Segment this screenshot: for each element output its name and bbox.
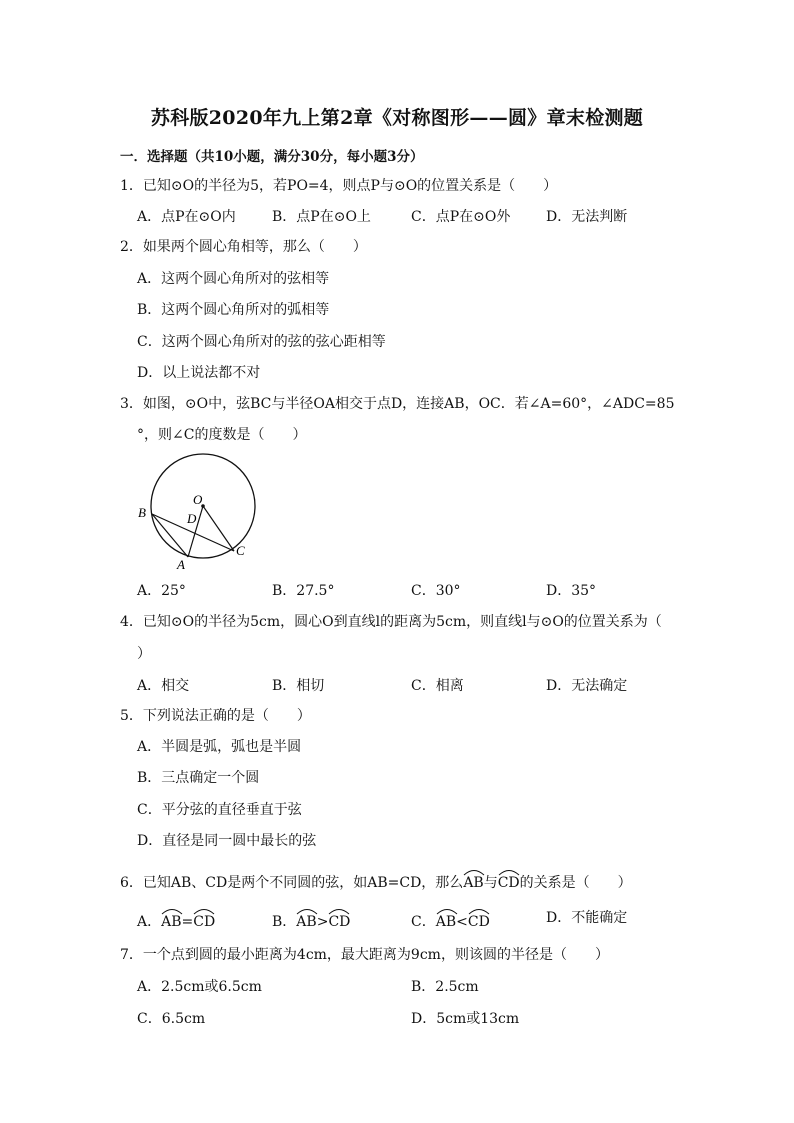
- question-3-circle-figure: [135, 448, 265, 573]
- question-3-stem-line2: °，则∠C的度数是（ ）: [137, 427, 307, 443]
- question-4-option-c: C．相离: [411, 678, 464, 694]
- label-c: C: [236, 543, 245, 558]
- label-a: A: [177, 557, 185, 572]
- section-heading: 一．选择题（共10小题，满分30分，每小题3分）: [120, 149, 424, 165]
- question-4-option-a: A．相交: [137, 678, 190, 694]
- arc-ab: AB: [436, 909, 456, 931]
- question-3-option-b: B．27.5°: [272, 583, 335, 599]
- arc-cd: CD: [193, 909, 215, 931]
- question-3-stem-line1: 3．如图，⊙O中，弦BC与半径OA相交于点D，连接AB，OC．若∠A=60°，∠ADC=85: [120, 396, 675, 412]
- arc-mark-icon: [436, 907, 458, 915]
- label-b: B: [138, 505, 146, 520]
- question-1-option-c: C．点P在⊙O外: [411, 209, 511, 225]
- arc-mark-icon: [498, 868, 520, 876]
- question-5-option-a: A．半圆是弧，弧也是半圆: [137, 739, 302, 755]
- arc-cd: CD: [498, 870, 520, 892]
- arc-ab: AB: [296, 909, 316, 931]
- question-4-stem-line1: 4．已知⊙O的半径为5cm，圆心O到直线l的距离为5cm，则直线l与⊙O的位置关系为（: [120, 614, 662, 630]
- question-6-stem-mid: 与: [483, 875, 498, 891]
- question-2-option-b: B．这两个圆心角所对的弧相等: [137, 302, 330, 318]
- arc-cd: CD: [468, 909, 490, 931]
- question-6-option-b: B． AB> CD: [272, 909, 350, 931]
- question-1-option-d: D．无法判断: [546, 209, 628, 225]
- page-title: 苏科版2020年九上第2章《对称图形——圆》章末检测题: [150, 107, 644, 129]
- question-4-stem-line2: ）: [137, 646, 151, 662]
- question-7-option-a: A．2.5cm或6.5cm: [137, 979, 262, 995]
- question-7-option-b: B．2.5cm: [411, 979, 479, 995]
- question-2-option-d: D．以上说法都不对: [137, 365, 261, 381]
- question-5-option-c: C．平分弦的直径垂直于弦: [137, 802, 302, 818]
- arc-mark-icon: [463, 868, 485, 876]
- label-o: O: [193, 492, 203, 507]
- question-6-stem-start: 6．已知AB、CD是两个不同圆的弦，如AB=CD，那么: [120, 875, 464, 891]
- arc-mark-icon: [468, 907, 490, 915]
- question-3-option-d: D．35°: [546, 583, 597, 599]
- label-d: D: [187, 511, 197, 526]
- question-6-option-a: A． AB= CD: [137, 909, 215, 931]
- question-1-option-b: B．点P在⊙O上: [272, 209, 371, 225]
- question-7-option-d: D．5cm或13cm: [411, 1011, 520, 1027]
- question-1-stem: 1．已知⊙O的半径为5，若PO=4，则点P与⊙O的位置关系是（ ）: [120, 178, 558, 194]
- question-5-stem: 5．下列说法正确的是（ ）: [120, 708, 311, 724]
- question-1-option-a: A．点P在⊙O内: [137, 209, 236, 225]
- question-2-option-c: C．这两个圆心角所对的弦的弦心距相等: [137, 334, 386, 350]
- question-2-stem: 2．如果两个圆心角相等，那么（ ）: [120, 239, 367, 255]
- arc-mark-icon: [193, 907, 215, 915]
- question-2-option-a: A．这两个圆心角所对的弦相等: [137, 271, 330, 287]
- question-6-option-d: D．不能确定: [546, 910, 628, 926]
- question-6-stem: [120, 870, 632, 892]
- arc-mark-icon: [161, 907, 183, 915]
- chord-ab: [152, 514, 188, 557]
- question-4-option-b: B．相切: [272, 678, 325, 694]
- arc-ab: AB: [463, 870, 483, 892]
- arc-mark-icon: [296, 907, 318, 915]
- arc-ab: AB: [161, 909, 181, 931]
- question-6-option-c: C． AB< CD: [411, 909, 490, 931]
- question-3-option-c: C．30°: [411, 583, 461, 599]
- arc-cd: CD: [328, 909, 350, 931]
- question-5-option-b: B．三点确定一个圆: [137, 770, 260, 786]
- question-4-option-d: D．无法确定: [546, 678, 628, 694]
- question-6-stem-end: 的关系是（ ）: [519, 875, 632, 891]
- question-5-option-d: D．直径是同一圆中最长的弦: [137, 833, 317, 849]
- question-3-option-a: A．25°: [137, 583, 186, 599]
- arc-mark-icon: [328, 907, 350, 915]
- question-7-option-c: C．6.5cm: [137, 1011, 206, 1027]
- question-7-stem: 7．一个点到圆的最小距离为4cm，最大距离为9cm，则该圆的半径是（ ）: [120, 947, 609, 963]
